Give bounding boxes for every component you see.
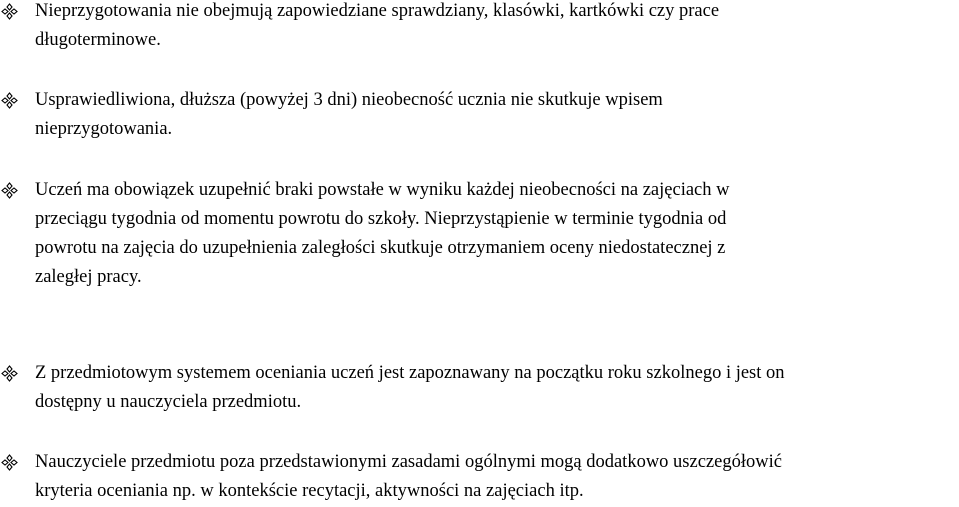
bullet-text xyxy=(35,176,959,292)
text-line: Usprawiedliwiona, dłuższa (powyżej 3 dni) nieobecność ucznia nie skutkuje wpisem xyxy=(35,90,663,110)
text-line: powrotu na zajęcia do uzupełnienia zaległości skutkuje otrzymaniem oceny niedostatecznej z xyxy=(35,238,726,258)
bullet-text xyxy=(35,0,959,55)
text-line: przeciągu tygodnia od momentu powrotu do szkoły. Nieprzystąpienie w terminie tygodnia od xyxy=(35,209,727,229)
text-line: Uczeń ma obowiązek uzupełnić braki powstałe w wyniku każdej nieobecności na zajęciach w xyxy=(35,180,730,200)
text-line: zaległej pracy. xyxy=(35,267,142,287)
bullet-text xyxy=(35,86,959,144)
bullet-item xyxy=(0,86,959,144)
bullet-item xyxy=(0,0,959,55)
bullet-item xyxy=(0,448,959,506)
text-line: kryteria oceniania np. w kontekście recytacji, aktywności na zajęciach itp. xyxy=(35,481,584,501)
text-line: dostępny u nauczyciela przedmiotu. xyxy=(35,392,302,412)
four-diamond-bullet-icon xyxy=(0,86,35,115)
bullet-item xyxy=(0,359,959,417)
text-line: Z przedmiotowym systemem oceniania uczeń jest zapoznawany na początku roku szkolnego i jest on xyxy=(35,363,785,383)
text-line: Nieprzygotowania nie obejmują zapowiedziane sprawdziany, klasówki, kartkówki czy prace xyxy=(35,1,720,21)
bullet-item xyxy=(0,176,959,292)
text-line: Nauczyciele przedmiotu poza przedstawionymi zasadami ogólnymi mogą dodatkowo uszczegółowić xyxy=(35,452,782,472)
bullet-text xyxy=(35,359,959,417)
four-diamond-bullet-icon xyxy=(0,176,35,205)
four-diamond-bullet-icon xyxy=(0,359,35,388)
bullet-text xyxy=(35,448,959,506)
four-diamond-bullet-icon xyxy=(0,448,35,477)
text-line: długoterminowe. xyxy=(35,30,161,50)
text-line: nieprzygotowania. xyxy=(35,119,173,139)
four-diamond-bullet-icon xyxy=(0,0,35,26)
